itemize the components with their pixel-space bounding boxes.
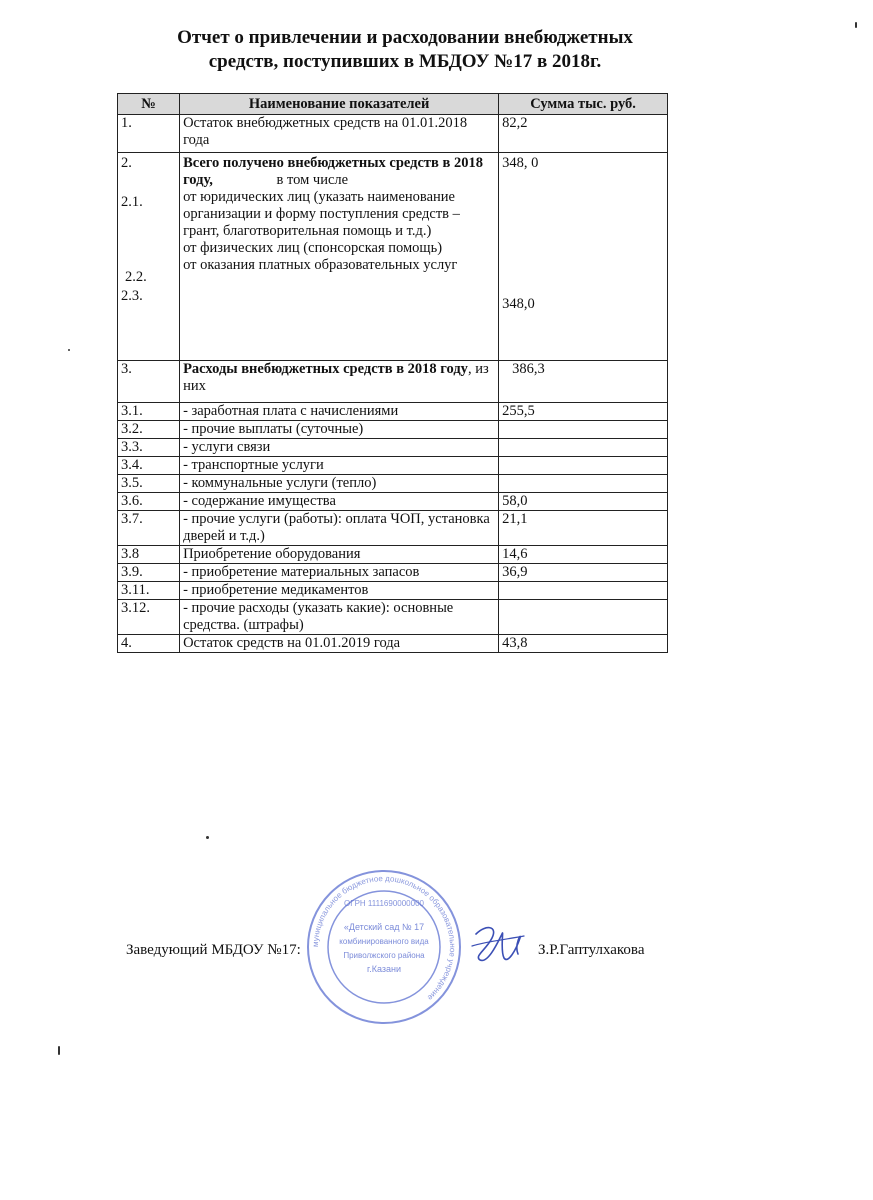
row-sum: 58,0 [499, 493, 668, 511]
row-name: - заработная плата с начислениями [180, 403, 499, 421]
row-sum [499, 439, 668, 457]
table-row [118, 511, 668, 546]
table-row [118, 546, 668, 564]
table-row-expenses [118, 361, 668, 403]
stamp-outer-ring [308, 871, 460, 1023]
official-stamp [305, 868, 463, 1026]
row-sum: 255,5 [499, 403, 668, 421]
row-name: - содержание имущества [180, 493, 499, 511]
table-row [118, 457, 668, 475]
table-row [118, 115, 668, 153]
row-sum [499, 475, 668, 493]
line-legal-entities: от юридических лиц (указать наименование организации и форму поступления средств – грант, благотворительная помощь и т.д.) [183, 189, 460, 239]
row-name: - прочие расходы (указать какие): основные средства. (штрафы) [180, 600, 499, 635]
stamp-line: Приволжского района [343, 951, 425, 960]
received-total-label: Всего получено внебюджетных средств в 2018 году, [183, 155, 483, 188]
table-row [118, 582, 668, 600]
speck-mark [68, 349, 70, 351]
row-name: - услуги связи [180, 439, 499, 457]
row-name: - приобретение медикаментов [180, 582, 499, 600]
row-number: 4. [118, 635, 180, 653]
row-numbers-cell [118, 153, 180, 361]
row-number: 3.8 [118, 546, 180, 564]
row-sum [499, 582, 668, 600]
speck-mark [206, 836, 209, 839]
title-line-1: Отчет о привлечении и расходовании внебюджетных [177, 27, 633, 48]
report-table [117, 93, 668, 653]
table-row [118, 439, 668, 457]
row-name: Остаток внебюджетных средств на 01.01.2018 года [180, 115, 499, 153]
row-number: 3.7. [118, 511, 180, 546]
header-indicator-name: Наименование показателей [180, 94, 499, 115]
row-name: Остаток средств на 01.01.2019 года [180, 635, 499, 653]
row-number: 3.12. [118, 600, 180, 635]
signatory-name: З.Р.Гаптулхакова [538, 942, 645, 958]
handwritten-signature [468, 920, 526, 966]
row-name-cell [180, 153, 499, 361]
row-name: - транспортные услуги [180, 457, 499, 475]
expenses-sum: 386,3 [512, 361, 545, 377]
header-number: № [118, 94, 180, 115]
row-number: 2.2. [125, 269, 147, 285]
row-number: 2.1. [121, 194, 143, 210]
row-sum: 82,2 [499, 115, 668, 153]
row-number: 3.3. [118, 439, 180, 457]
line-paid-services: от оказания платных образовательных услуг [183, 257, 458, 273]
row-sum: 14,6 [499, 546, 668, 564]
row-number: 3.11. [118, 582, 180, 600]
table-row [118, 403, 668, 421]
row-sum [499, 421, 668, 439]
row-number: 3.9. [118, 564, 180, 582]
row-name: - прочие услуги (работы): оплата ЧОП, установка дверей и т.д.) [180, 511, 499, 546]
row-name: - прочие выплаты (суточные) [180, 421, 499, 439]
row-number: 1. [118, 115, 180, 153]
row-name-cell [180, 361, 499, 403]
table-header-row [118, 94, 668, 115]
row-sum-cell [499, 153, 668, 361]
table-row [118, 421, 668, 439]
row-number: 2.3. [121, 288, 143, 304]
table-row [118, 635, 668, 653]
row-number: 2. [121, 155, 132, 171]
line-individuals: от физических лиц (спонсорская помощь) [183, 240, 443, 256]
expenses-suffix: , из них [183, 361, 489, 394]
table-row [118, 475, 668, 493]
stamp-outer-text: муниципальное бюджетное дошкольное образовательное учреждение [310, 873, 458, 1003]
row-name: - приобретение материальных запасов [180, 564, 499, 582]
paid-services-sum: 348,0 [502, 296, 535, 312]
header-sum: Сумма тыс. руб. [499, 94, 668, 115]
signatory-position: Заведующий МБДОУ №17: [126, 942, 301, 958]
received-total-sum: 348, 0 [502, 155, 539, 171]
expenses-label: Расходы внебюджетных средств в 2018 году [183, 361, 468, 377]
speck-mark [58, 1046, 60, 1055]
table-row [118, 493, 668, 511]
received-total-suffix: в том числе [276, 172, 349, 188]
table-row [118, 564, 668, 582]
document-title [120, 26, 690, 74]
table-row-received [118, 153, 668, 361]
row-sum [499, 361, 668, 403]
speck-mark [855, 22, 857, 28]
title-line-2: средств, поступивших в МБДОУ №17 в 2018г. [208, 51, 602, 72]
row-number: 3. [118, 361, 180, 403]
row-number: 3.5. [118, 475, 180, 493]
row-sum: 36,9 [499, 564, 668, 582]
stamp-line: г.Казани [367, 964, 401, 974]
row-number: 3.4. [118, 457, 180, 475]
row-number: 3.6. [118, 493, 180, 511]
row-name: Приобретение оборудования [180, 546, 499, 564]
stamp-line: комбинированного вида [339, 937, 429, 946]
row-number: 3.2. [118, 421, 180, 439]
row-sum [499, 457, 668, 475]
row-number: 3.1. [118, 403, 180, 421]
row-sum: 21,1 [499, 511, 668, 546]
stamp-line: «Детский сад № 17 [343, 922, 425, 932]
stamp-ogrn: ОГРН 1111690000000 [344, 899, 424, 908]
table-row [118, 600, 668, 635]
row-name: - коммунальные услуги (тепло) [180, 475, 499, 493]
row-sum: 43,8 [499, 635, 668, 653]
row-sum [499, 600, 668, 635]
